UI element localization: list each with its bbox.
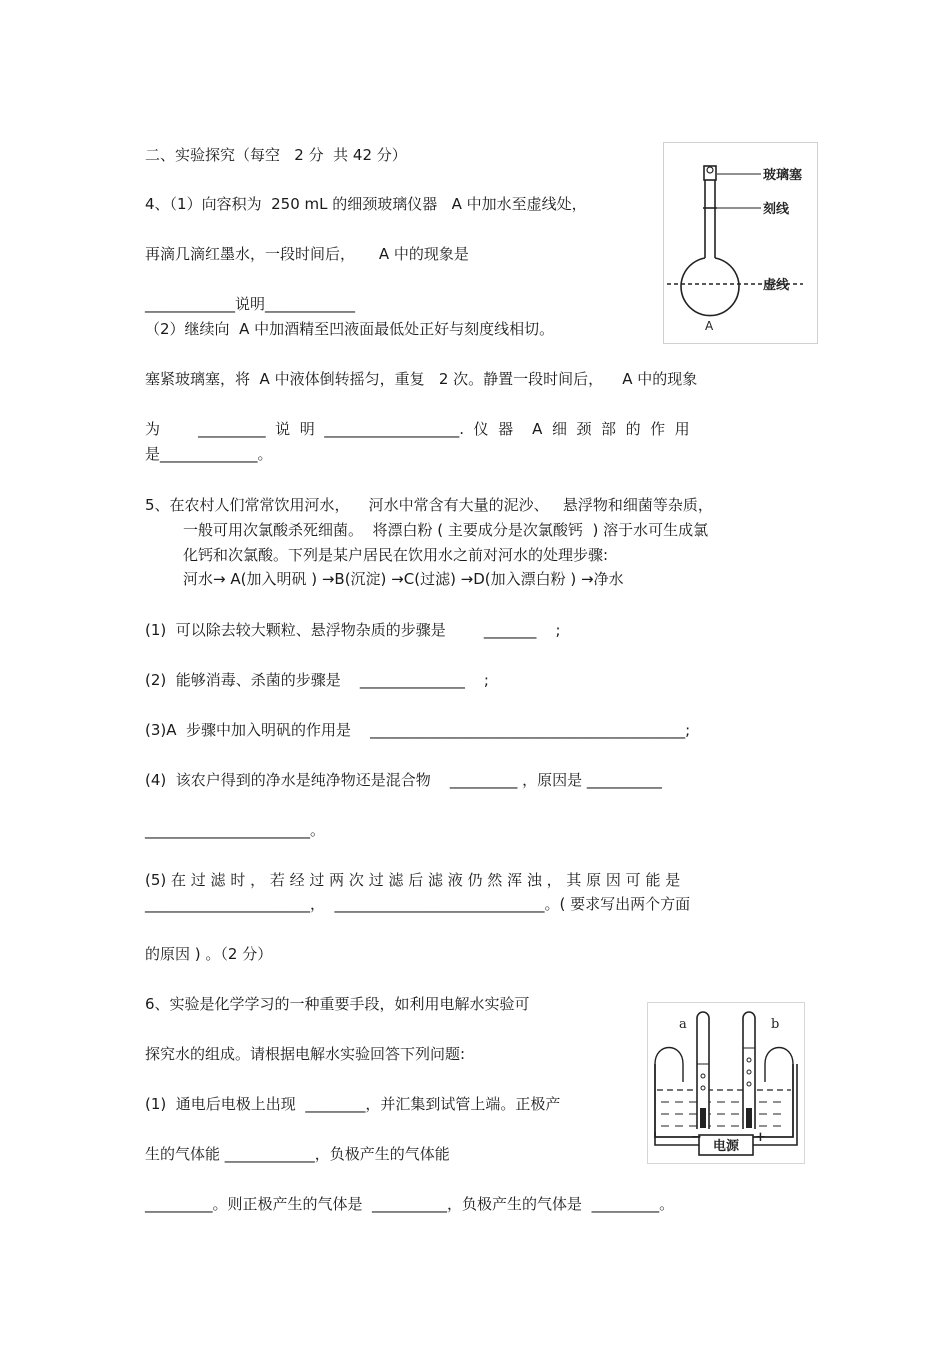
label-a: A xyxy=(705,319,714,333)
tube-a-label: a xyxy=(679,1017,687,1032)
q5-part-5-line-2: ______________________， ____________________________。( 要求写出两个方面 xyxy=(145,895,691,913)
tube-b-label: b xyxy=(771,1017,780,1032)
plus-sign: + xyxy=(755,1130,766,1145)
q6-line-2: 探究水的组成。请根据电解水实验回答下列问题: xyxy=(145,1045,466,1063)
label-stopper: 玻璃塞 xyxy=(763,168,803,183)
q6-line-4: 生的气体能 ____________，负极产生的气体能 xyxy=(145,1145,450,1163)
q5-part-4: (4) 该农户得到的净水是纯净物还是混合物 _________ ，原因是 __________ xyxy=(145,771,662,789)
electrode-b xyxy=(746,1108,752,1128)
minus-sign: − xyxy=(691,1130,702,1145)
label-dashed: 虚线 xyxy=(763,278,790,293)
q6-line-5: _________。则正极产生的气体是 __________，负极产生的气体是 _________。 xyxy=(145,1195,675,1213)
q4-line-7: 是_____________。 xyxy=(145,445,273,463)
q5-line-2: 一般可用次氯酸杀死细菌。 将漂白粉 ( 主要成分是次氯酸钙 ) 溶于水可生成氯 xyxy=(183,521,709,539)
q4-line-5: 塞紧玻璃塞，将 A 中液体倒转摇匀，重复 2 次。静置一段时间后， A 中的现象 xyxy=(145,370,698,388)
label-mark: 刻线 xyxy=(763,202,790,217)
q4-line-1: 4、（1）向容积为 250 mL 的细颈玻璃仪器 A 中加水至虚线处， xyxy=(145,195,587,213)
q5-part-5-line-1: (5) 在 过 滤 时 ， 若 经 过 两 次 过 滤 后 滤 液 仍 然 浑 浊 ， 其 原 因 可 能 是 xyxy=(145,871,681,889)
q5-line-3: 化钙和次氯酸。下列是某户居民在饮用水之前对河水的处理步骤: xyxy=(183,546,609,564)
q4-line-part2: （2）继续向 A 中加酒精至凹液面最低处正好与刻度线相切。 xyxy=(145,320,555,338)
q4-line-2: 再滴几滴红墨水，一段时间后， A 中的现象是 xyxy=(145,245,469,263)
power-label: 电源 xyxy=(712,1139,740,1154)
q4-blank-line: ____________说明____________ xyxy=(145,295,356,313)
q6-line-1: 6、实验是化学学习的一种重要手段，如利用电解水实验可 xyxy=(145,995,530,1013)
section-title: 二、实验探究（每空 2 分 共 42 分） xyxy=(145,146,407,164)
q4-line-6: 为 _________ 说 明 __________________. 仪 器 A 细 颈 部 的 作 用 xyxy=(145,420,690,438)
q5-part-4-blank: ______________________。 xyxy=(145,821,326,839)
q5-part-5-line-3: 的原因 ) 。（2 分） xyxy=(145,945,273,963)
q5-part-3: (3)A 步骤中加入明矾的作用是 __________________________________________; xyxy=(145,721,691,739)
electrode-a xyxy=(700,1108,706,1128)
q5-process-flow: 河水→ A(加入明矾 ) →B(沉淀) →C(过滤) →D(加入漂白粉 ) →净水 xyxy=(183,570,624,588)
q5-line-1: 5、在农村人们常常饮用河水， 河水中常含有大量的泥沙、 悬浮物和细菌等杂质， xyxy=(145,496,713,514)
volumetric-flask-figure xyxy=(663,142,818,344)
q5-part-1: (1) 可以除去较大颗粒、悬浮物杂质的步骤是 _______ ; xyxy=(145,621,561,639)
q5-part-2: (2) 能够消毒、杀菌的步骤是 ______________ ; xyxy=(145,671,489,689)
q6-line-3: (1) 通电后电极上出现 ________，并汇集到试管上端。正极产 xyxy=(145,1095,561,1113)
electrolysis-figure xyxy=(647,1002,805,1164)
